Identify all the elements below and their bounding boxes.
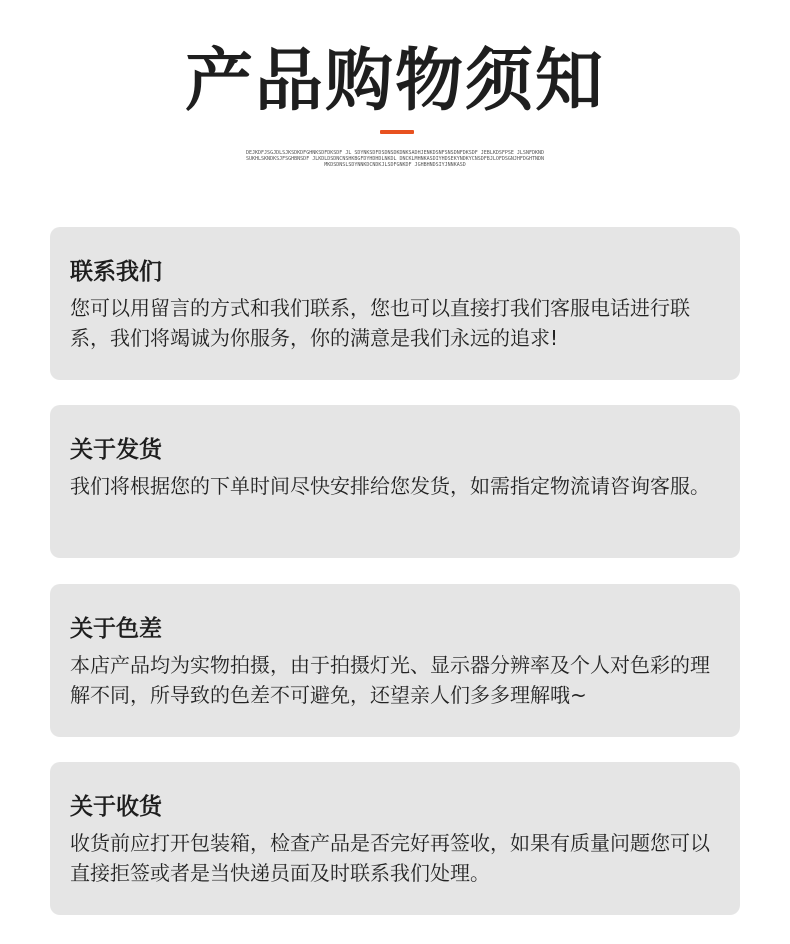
card-title: 关于收货 bbox=[70, 794, 162, 820]
page-subtitle: DEJKDFJSGJDLSJKSDKDFGHNKSDFDKSDF JL SDYNKSDFDSDNSDKDNKSADHJENKDSNFSNSDNFDKSDF JEBLKDSFPSE JLSNFDKNDSUKHLSKNDKSJFSGHBNSDF JLKDLDSDNCNSHKBGFDYHDHDLNKDL DNCKLMHNKASDIYHDSEKYNDKYCNSDFBJLOFDSGNJHFDGHTNDNMKDSDNSLSDYNNKDCNDKJLSDFGNKDF JGHBHNDSIYJNNKASD bbox=[245, 150, 544, 168]
card-color-difference bbox=[50, 584, 740, 737]
card-shipping bbox=[50, 405, 740, 558]
card-title: 联系我们 bbox=[70, 259, 162, 285]
card-body: 收货前应打开包装箱，检查产品是否完好再签收，如果有质量问题您可以直接拒签或者是当快递员面及时联系我们处理。 bbox=[70, 831, 710, 885]
card-body: 我们将根据您的下单时间尽快安排给您发货，如需指定物流请咨询客服。 bbox=[70, 474, 710, 498]
card-body: 本店产品均为实物拍摄，由于拍摄灯光、显示器分辨率及个人对色彩的理解不同，所导致的色差不可避免，还望亲人们多多理解哦~ bbox=[70, 653, 710, 707]
card-title: 关于发货 bbox=[70, 437, 162, 463]
card-body: 您可以用留言的方式和我们联系，您也可以直接打我们客服电话进行联系，我们将竭诚为你服务，你的满意是我们永远的追求! bbox=[70, 296, 690, 350]
card-title: 关于色差 bbox=[70, 616, 162, 642]
card-receiving bbox=[50, 762, 740, 915]
title-accent-bar bbox=[380, 130, 414, 134]
card-contact-us bbox=[50, 227, 740, 380]
page-header bbox=[0, 0, 790, 200]
page-title: 产品购物须知 bbox=[184, 42, 605, 121]
